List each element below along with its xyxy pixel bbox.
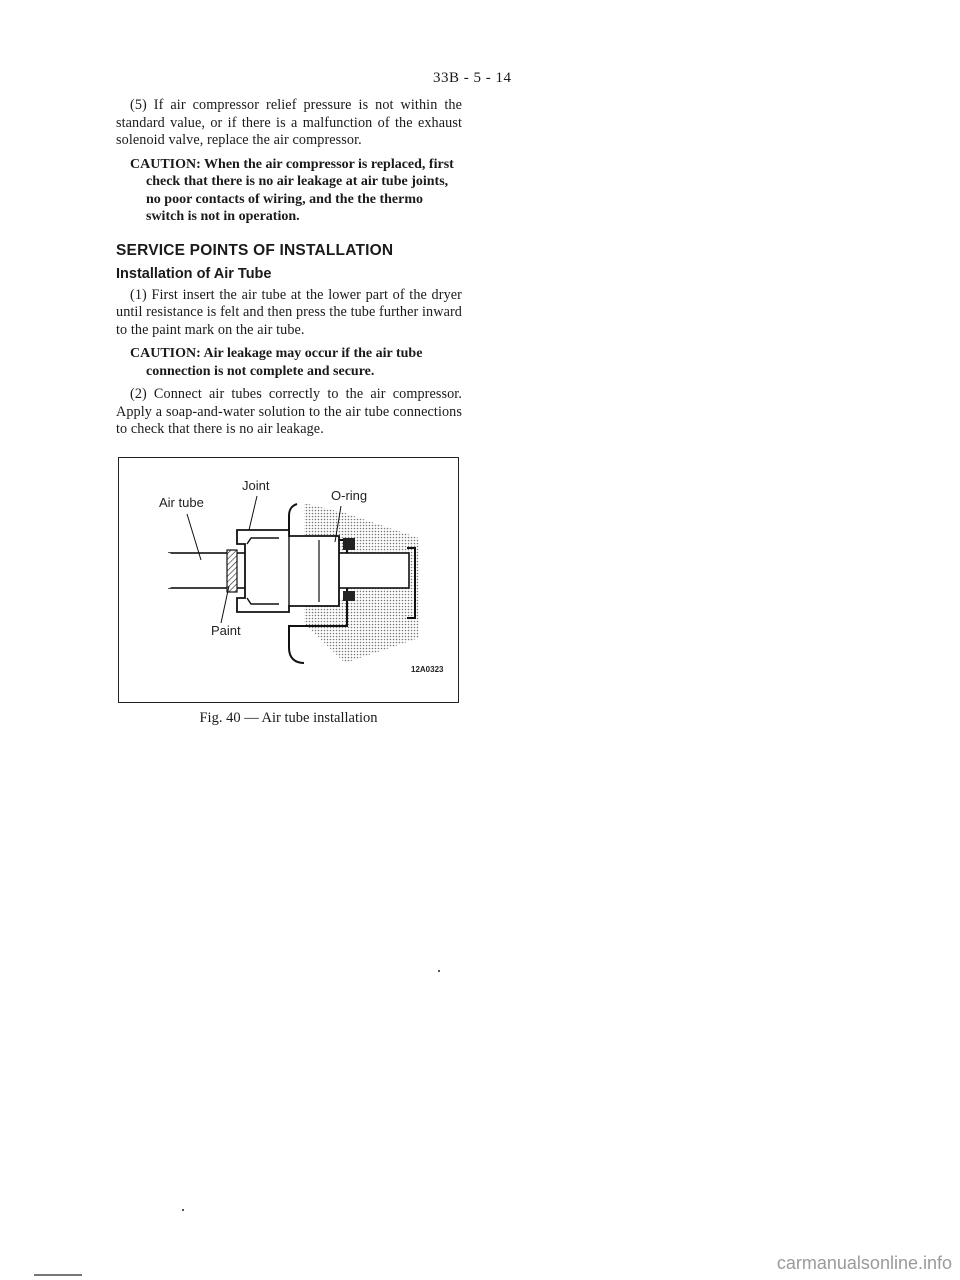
- caution-text: When the air compressor is replaced, first check that there is no air leakage at air tube joints, no poor contacts of wiring, and the the thermo switch is not in operation.: [146, 156, 454, 224]
- label-paint: Paint: [211, 623, 241, 638]
- caution-air-leakage: [116, 345, 462, 380]
- page-number: 33B - 5 - 14: [433, 70, 512, 86]
- air-tube-diagram: [119, 458, 457, 701]
- label-joint: Joint: [242, 478, 270, 493]
- label-air-tube: Air tube: [159, 495, 204, 510]
- scan-speck: [34, 1274, 82, 1276]
- figure-code: 12A0323: [411, 665, 444, 674]
- leader-joint: [249, 496, 257, 530]
- step-5-paragraph: (5) If air compressor relief pressure is not within the standard value, or if there is a malfunction of the exhaust solenoid valve, replace the air compressor.: [116, 97, 462, 148]
- figure-40-box: [118, 457, 459, 703]
- sub-heading: Installation of Air Tube: [116, 265, 272, 282]
- main-column: [116, 97, 462, 445]
- scan-speck: [182, 1209, 184, 1211]
- caution-label: CAUTION:: [130, 156, 201, 172]
- o-ring-lower: [343, 591, 355, 601]
- section-heading: SERVICE POINTS OF INSTALLATION: [116, 241, 394, 259]
- figure-caption: Fig. 40 — Air tube installation: [199, 710, 378, 726]
- step-2-paragraph: (2) Connect air tubes correctly to the air compressor. Apply a soap-and-water solution to the air tube connections to check that there is no air leakage.: [116, 386, 462, 437]
- caution-replace-compressor: [116, 156, 462, 226]
- watermark-text: carmanualsonline.info: [776, 1253, 952, 1273]
- caution-text: Air leakage may occur if the air tube connection is not complete and secure.: [146, 346, 423, 379]
- caution-label: CAUTION:: [130, 346, 201, 361]
- paint-mark: [227, 550, 237, 592]
- leader-paint: [221, 586, 229, 623]
- step-1-paragraph: (1) First insert the air tube at the lower part of the dryer until resistance is felt and then press the tube further inward to the paint mark on the air tube.: [116, 286, 462, 338]
- label-o-ring: O-ring: [331, 488, 368, 503]
- joint-nut: [237, 530, 339, 612]
- o-ring-upper: [343, 538, 355, 550]
- scan-speck: [438, 970, 440, 972]
